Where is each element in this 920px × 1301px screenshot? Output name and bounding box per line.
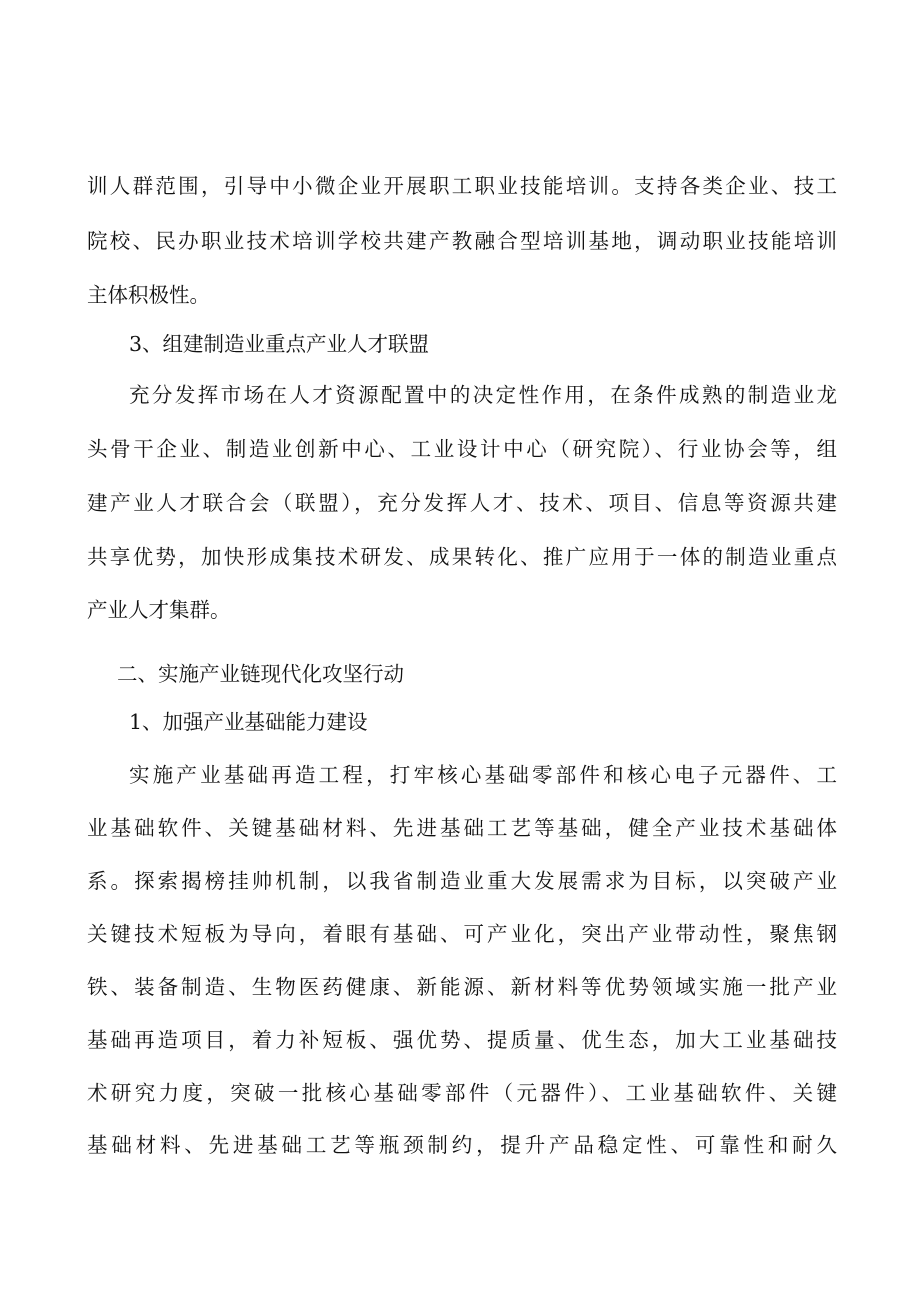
paragraph-line: 头骨干企业、制造业创新中心、工业设计中心（研究院）、行业协会等，组 xyxy=(87,437,837,461)
chapter-heading: 二、实施产业链现代化攻坚行动 xyxy=(117,662,404,686)
paragraph-line: 建产业人才联合会（联盟），充分发挥人才、技术、项目、信息等资源共建 xyxy=(87,491,837,515)
paragraph-line: 术研究力度，突破一批核心基础零部件（元器件）、工业基础软件、关键 xyxy=(87,1081,837,1105)
paragraph-line: 铁、装备制造、生物医药健康、新能源、新材料等优势领域实施一批产业 xyxy=(87,975,837,999)
section-heading: 3、组建制造业重点产业人才联盟 xyxy=(129,332,430,356)
paragraph-line: 主体积极性。 xyxy=(87,283,210,307)
paragraph-line: 业基础软件、关键基础材料、先进基础工艺等基础，健全产业技术基础体 xyxy=(87,816,837,840)
paragraph-line: 基础材料、先进基础工艺等瓶颈制约，提升产品稳定性、可靠性和耐久 xyxy=(87,1133,837,1157)
paragraph-line: 充分发挥市场在人才资源配置中的决定性作用，在条件成熟的制造业龙 xyxy=(129,383,837,407)
paragraph-line: 实施产业基础再造工程，打牢核心基础零部件和核心电子元器件、工 xyxy=(129,763,837,787)
paragraph-line: 基础再造项目，着力补短板、强优势、提质量、优生态，加大工业基础技 xyxy=(87,1028,837,1052)
paragraph-line: 系。探索揭榜挂帅机制，以我省制造业重大发展需求为目标，以突破产业 xyxy=(87,869,837,893)
paragraph-line: 院校、民办职业技术培训学校共建产教融合型培训基地，调动职业技能培训 xyxy=(87,229,837,253)
paragraph-line: 共享优势，加快形成集技术研发、成果转化、推广应用于一体的制造业重点 xyxy=(87,545,837,569)
paragraph-line: 产业人才集群。 xyxy=(87,598,231,622)
paragraph-line: 训人群范围，引导中小微企业开展职工职业技能培训。支持各类企业、技工 xyxy=(87,174,837,198)
paragraph-line: 关键技术短板为导向，着眼有基础、可产业化，突出产业带动性，聚焦钢 xyxy=(87,922,837,946)
section-heading: 1、加强产业基础能力建设 xyxy=(129,710,368,734)
